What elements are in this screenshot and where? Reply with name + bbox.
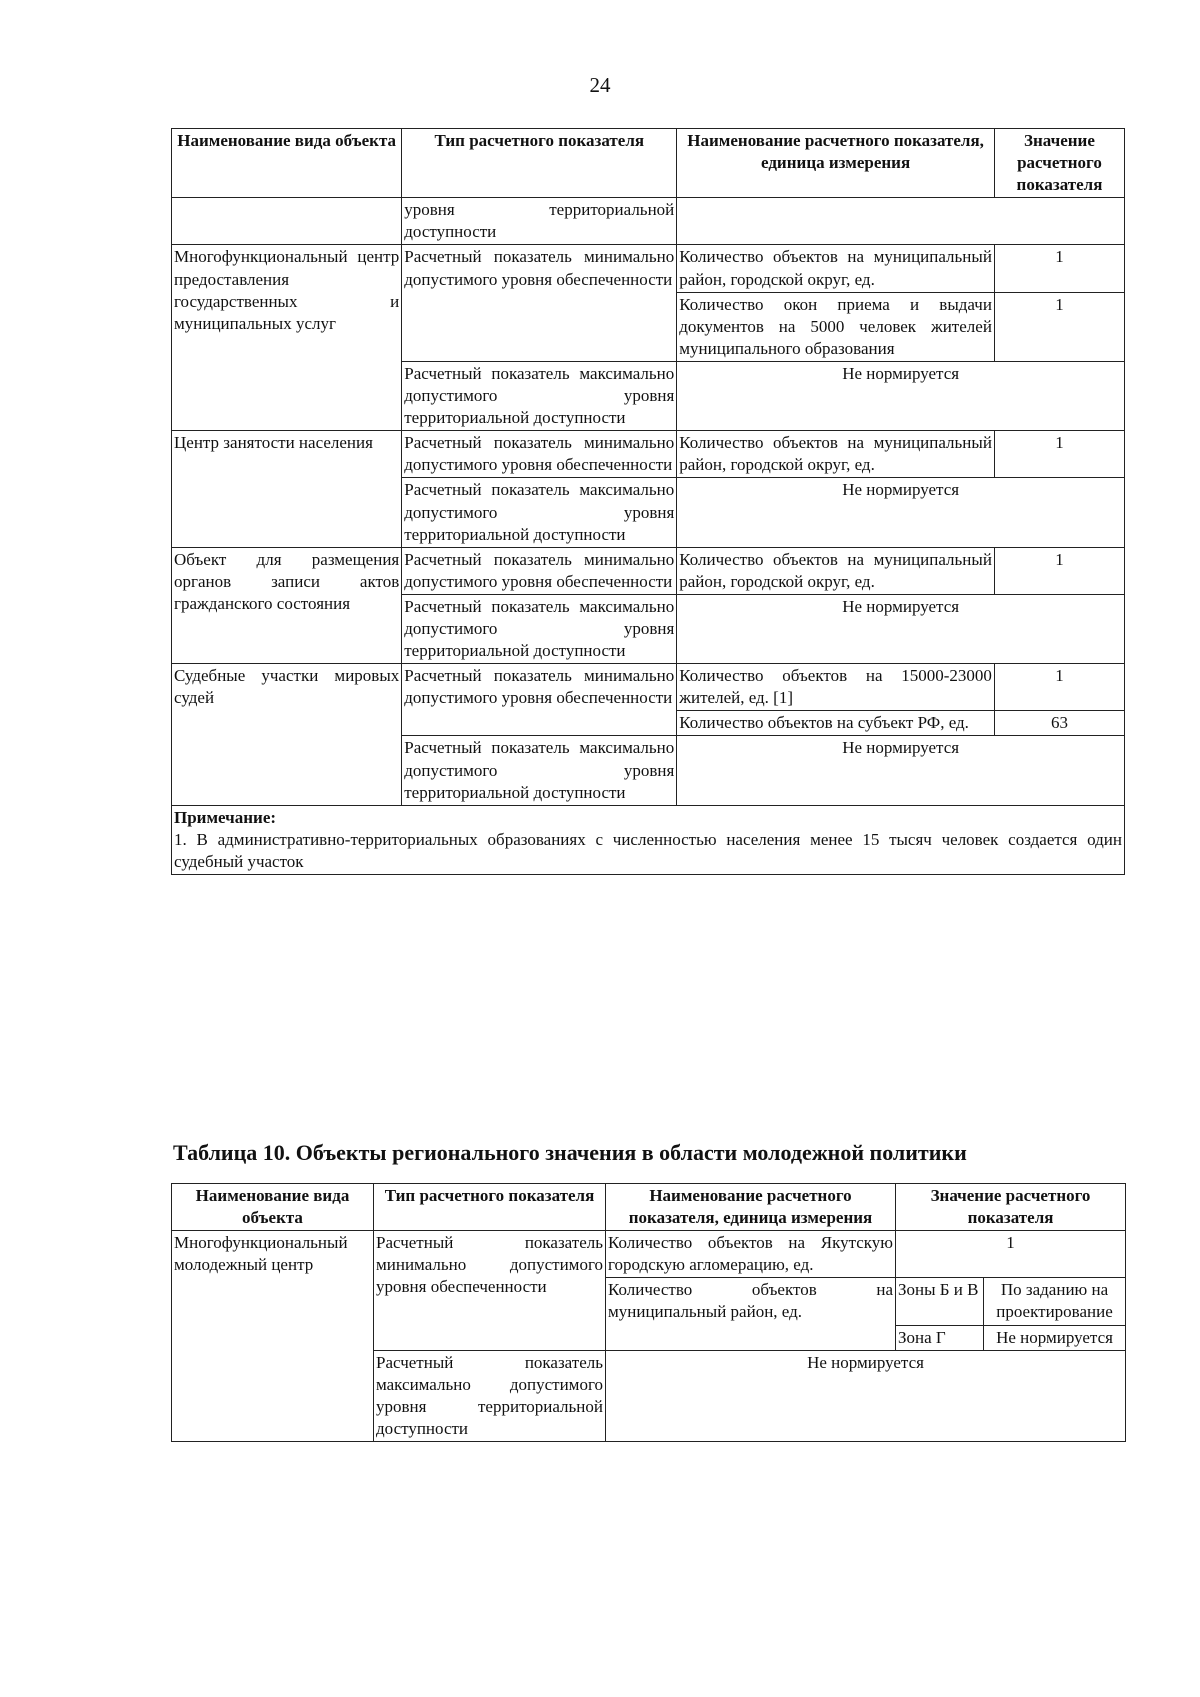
indicator-name-cell: Количество объектов на муниципальный район, ед. [606,1278,896,1350]
table-header-row [172,1184,1126,1231]
indicator-type-cell: Расчетный показатель максимально допустимого уровня территориальной доступности [402,478,677,547]
object-cell: Многофункциональный центр предоставления государственных и муниципальных услуг [172,245,402,431]
zone-label-cell: Зона Г [896,1325,984,1350]
indicator-name-cell: Количество окон приема и выдачи документов на 5000 человек жителей муниципального образования [677,292,995,361]
indicator-value-cell: Не нормируется [677,736,1125,805]
indicator-value-cell: 1 [994,245,1124,292]
zone-value-cell: Не нормируется [984,1325,1126,1350]
header-object-type: Наименование вида объекта [172,129,402,198]
indicator-type-cell: Расчетный показатель максимально допустимого уровня территориальной доступности [402,361,677,430]
table-row [172,198,1125,245]
indicator-value-cell: Не нормируется [677,594,1125,663]
object-cell: Многофункциональный молодежный центр [172,1231,374,1442]
note-label: Примечание: [174,807,277,827]
object-cell: Судебные участки мировых судей [172,664,402,806]
header-indicator-name: Наименование расчетного показателя, единица измерения [606,1184,896,1231]
indicator-value-cell: 1 [994,292,1124,361]
table-row [172,431,1125,478]
indicator-type-cell: уровня территориальной доступности [402,198,677,245]
table-10-title: Таблица 10. Объекты регионального значения в области молодежной политики [173,1140,967,1165]
indicator-name-cell: Количество объектов на муниципальный район, городской округ, ед. [677,547,995,594]
indicator-value-cell: 1 [896,1231,1126,1278]
table-note-row [172,805,1125,874]
indicator-type-cell: Расчетный показатель минимально допустимого уровня обеспеченности [402,547,677,594]
header-indicator-value: Значение расчетного показателя [994,129,1124,198]
indicator-value-cell: 1 [994,664,1124,711]
table-row [172,547,1125,594]
indicator-value-cell: 1 [994,547,1124,594]
indicator-name-cell: Количество объектов на субъект РФ, ед. [677,711,995,736]
indicator-name-cell: Количество объектов на муниципальный район, городской округ, ед. [677,245,995,292]
page-number: 24 [589,73,611,97]
indicator-name-cell: Количество объектов на Якутскую городскую агломерацию, ед. [606,1231,896,1278]
table-row [172,245,1125,292]
indicator-value-cell: Не нормируется [677,361,1125,430]
indicator-value-cell: 63 [994,711,1124,736]
indicator-type-cell: Расчетный показатель максимально допустимого уровня территориальной доступности [402,736,677,805]
indicator-value-cell: Не нормируется [606,1350,1126,1441]
header-indicator-value: Значение расчетного показателя [896,1184,1126,1231]
object-cell: Центр занятости населения [172,431,402,547]
indicator-value-cell: Не нормируется [677,478,1125,547]
indicator-name-cell [677,198,1125,245]
object-cell: Объект для размещения органов записи актов гражданского состояния [172,547,402,663]
table-row [172,664,1125,711]
indicator-name-cell: Количество объектов на 15000-23000 жителей, ед. [1] [677,664,995,711]
table-header-row [172,129,1125,198]
youth-policy-table [171,1183,1126,1442]
indicator-value-cell: 1 [994,431,1124,478]
header-indicator-type: Тип расчетного показателя [402,129,677,198]
object-cell [172,198,402,245]
zone-label-cell: Зоны Б и В [896,1278,984,1325]
zone-value-cell: По заданию на проектирование [984,1278,1126,1325]
indicator-name-cell: Количество объектов на муниципальный район, городской округ, ед. [677,431,995,478]
object-indicator-table [171,128,1125,875]
indicator-type-cell: Расчетный показатель минимально допустимого уровня обеспеченности [402,431,677,478]
header-indicator-name: Наименование расчетного показателя, единица измерения [677,129,995,198]
header-object-type: Наименование вида объекта [172,1184,374,1231]
indicator-type-cell: Расчетный показатель максимально допустимого уровня территориальной доступности [374,1350,606,1441]
table-row [172,1231,1126,1278]
indicator-type-cell: Расчетный показатель минимально допустимого уровня обеспеченности [402,245,677,361]
indicator-type-cell: Расчетный показатель минимально допустимого уровня обеспеченности [374,1231,606,1350]
indicator-type-cell: Расчетный показатель минимально допустимого уровня обеспеченности [402,664,677,736]
header-indicator-type: Тип расчетного показателя [374,1184,606,1231]
note-text: 1. В административно-территориальных образованиях с численностью населения менее 15 тысяч человек создается один судебный участок [174,829,1122,871]
table-note [172,805,1125,874]
indicator-type-cell: Расчетный показатель максимально допустимого уровня территориальной доступности [402,594,677,663]
